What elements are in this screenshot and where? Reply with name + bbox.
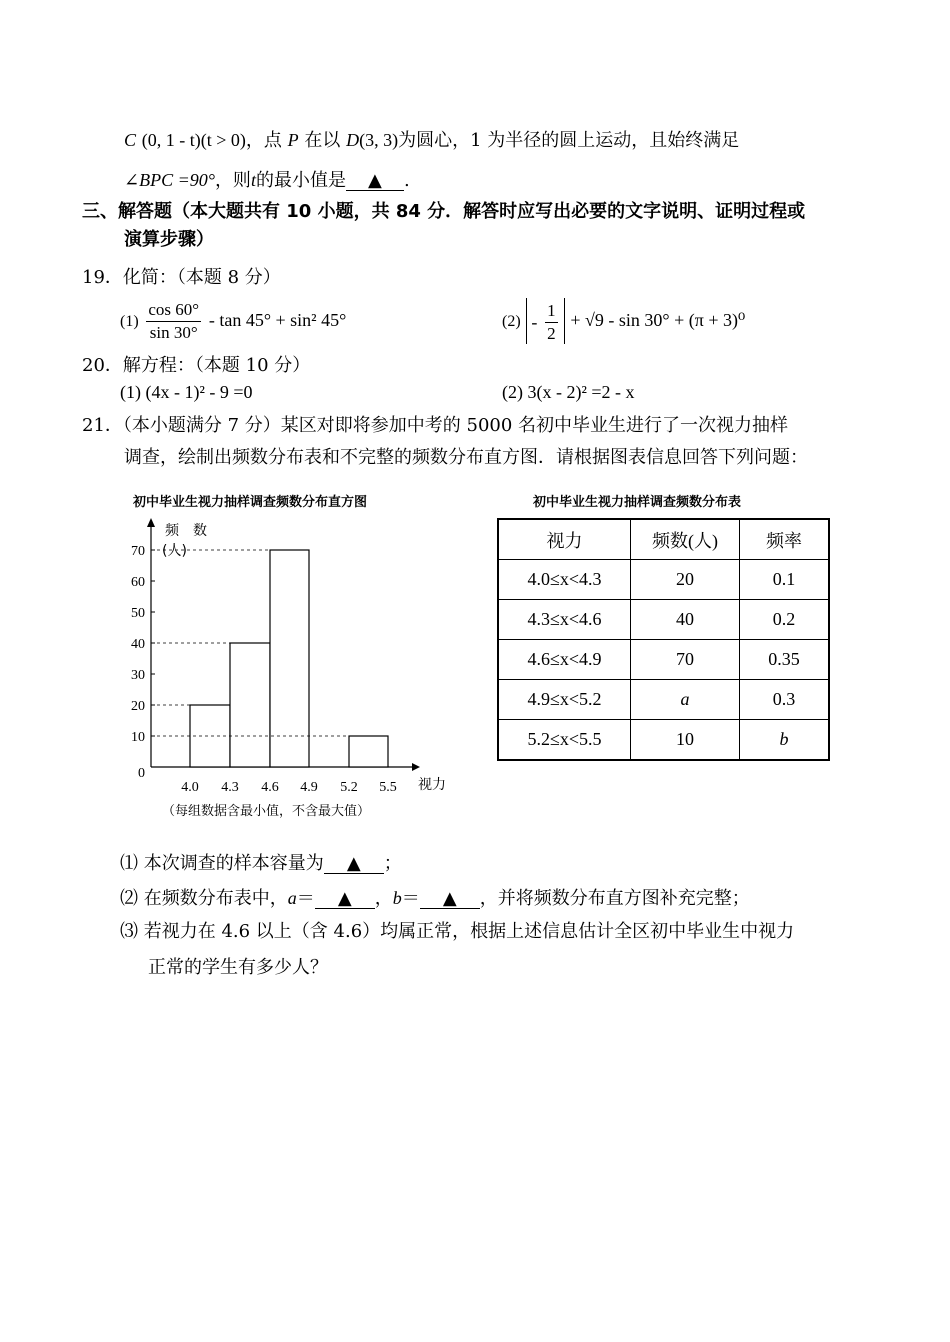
sub1-end: ； [383,853,402,874]
histogram-bar [270,550,309,767]
q19-p1-fraction [146,299,201,344]
q19-p2-label: (2) [502,313,521,330]
y-axis-label: 频 数 [165,523,207,539]
q21-sub1 [120,852,402,876]
var-b: b [392,888,402,908]
sub2-label: ⑵ [120,888,138,909]
cell-range: 4.6≤x<4.9 [498,640,631,680]
q19-part2 [502,296,745,346]
q20-part1: (1) (4x - 1)² - 9 =0 [120,382,253,402]
q21-sub3 [120,920,794,944]
q19-heading [82,266,281,290]
coord-c: (0, 1 - t)(t > 0) [141,130,246,150]
top-line-1 [124,128,739,153]
q19-p2-absolute [526,298,564,344]
cell-rate: 0.3 [740,680,830,720]
text-circle: 为圆心，1 为半径的圆上运动，且始终满足 [398,130,740,151]
header-rate: 频率 [740,519,830,560]
header-frequency: 频数(人) [631,519,740,560]
y-axis-unit: (人) [162,543,187,559]
answer-blank-sample[interactable]: ▲ [324,855,384,874]
q19-part1 [120,296,346,346]
sub1-label: ⑴ [120,853,138,874]
q20-heading [82,354,310,378]
cell-range: 4.3≤x<4.6 [498,600,631,640]
q19-p2-fraction [545,300,558,345]
sub2-end: ，并将频数分布直方图补充完整； [479,888,750,909]
period: . [403,170,410,191]
cell-freq: 70 [631,640,740,680]
point-p: P [287,130,299,150]
cell-freq: 10 [631,720,740,761]
y-tick-label: 20 [131,699,145,714]
eq-a: ＝ [296,888,315,909]
cell-freq: 40 [631,600,740,640]
sep: ， [374,888,393,909]
q21-heading [82,414,788,438]
answer-blank-a[interactable]: ▲ [315,890,375,909]
q21-sub2 [120,886,750,911]
q20-text: 解方程：（本题 10 分） [122,355,311,376]
point-d: D [346,130,360,150]
frequency-table [497,518,830,761]
x-axis-arrow [412,763,420,771]
q21-line2: 调查，绘制出频数分布表和不完整的频数分布直方图．请根据图表信息回答下列问题： [124,447,808,468]
var-t: t [250,170,256,190]
cell-range: 4.9≤x<5.2 [498,680,631,720]
text-zai-yi: 在以 [304,130,341,151]
angle-bpc: ∠BPC =90° [124,170,215,190]
text-ze: ，则 [214,170,251,191]
x-tick-label: 4.6 [261,780,279,795]
eq-b: ＝ [401,888,420,909]
y-tick-label: 50 [131,606,145,621]
cell-freq: 20 [631,560,740,600]
point-c: C [124,130,137,150]
table-row [498,640,829,680]
cell-range: 5.2≤x<5.5 [498,720,631,761]
cell-rate: 0.35 [740,640,830,680]
text-dot-p: ，点 [245,130,282,151]
histogram-title: 初中毕业生视力抽样调查频数分布直方图 [133,495,368,510]
histogram-note: （每组数据含最小值，不含最大值） [162,804,371,819]
cell-freq: a [631,680,740,720]
y-tick-label: 30 [131,668,145,683]
x-tick-label: 4.9 [300,780,318,795]
q21-sub3-line2: 正常的学生有多少人？ [148,957,328,978]
top-line-2 [124,168,410,193]
y-tick-label: 40 [131,637,145,652]
table-row [498,680,829,720]
x-axis-label: 视力 [418,777,446,793]
text-min: 的最小值是 [255,170,346,191]
header-vision: 视力 [498,519,631,560]
table-row [498,600,829,640]
q19-p1-denominator: sin 30° [149,322,198,342]
q19-p1-numerator: cos 60° [146,299,201,322]
y-tick-label: 0 [138,766,145,781]
table-title: 初中毕业生视力抽样调查频数分布表 [533,495,742,510]
section-title-2: 演算步骤） [124,229,214,250]
q19-p2-minus: - [531,312,538,332]
section-title: 三、解答题（本大题共有 10 小题，共 84 分．解答时应写出必要的文字说明、证明过程或 [82,201,806,222]
table-header-row [498,519,829,560]
answer-blank-b[interactable]: ▲ [420,890,480,909]
y-tick-label: 60 [131,575,145,590]
q19-number: 19． [82,267,123,288]
q21-number: 21． [82,415,123,436]
q19-p2-rest: + √9 - sin 30° + (π + 3)⁰ [570,310,746,330]
q19-p1-rest: - tan 45° + sin² 45° [208,310,347,330]
cell-rate: 0.2 [740,600,830,640]
coord-d: (3, 3) [359,130,399,150]
x-tick-label: 4.0 [181,780,199,795]
q20-number: 20． [82,355,123,376]
q19-p2-numerator: 1 [545,300,558,323]
cell-rate: b [740,720,830,761]
q19-p2-denominator: 2 [547,323,556,343]
var-a: a [287,888,297,908]
sub1-text: 本次调查的样本容量为 [143,853,324,874]
q21-line1: （本小题满分 7 分）某区对即将参加中考的 5000 名初中毕业生进行了一次视力抽样 [122,415,789,436]
y-tick-label: 70 [131,544,145,559]
x-tick-label: 4.3 [221,780,239,795]
q20-part2: (2) 3(x - 2)² =2 - x [502,382,635,402]
table-row [498,720,829,761]
sub3-label: ⑶ [120,921,138,942]
sub3-line1: 若视力在 4.6 以上（含 4.6）均属正常，根据上述信息估计全区初中毕业生中视力 [143,921,795,942]
y-tick-label: 10 [131,730,145,745]
cell-rate: 0.1 [740,560,830,600]
q19-text: 化简：（本题 8 分） [122,267,281,288]
table-row [498,560,829,600]
cell-range: 4.0≤x<4.3 [498,560,631,600]
histogram [0,500,470,840]
histogram-bar [349,736,388,767]
x-tick-label: 5.5 [379,780,397,795]
sub2-text: 在频数分布表中， [143,888,288,909]
answer-blank-18[interactable]: ▲ [346,172,404,191]
y-axis-arrow [147,518,155,527]
histogram-bar [230,643,270,767]
x-tick-label: 5.2 [340,780,358,795]
q19-p1-label: (1) [120,313,139,330]
